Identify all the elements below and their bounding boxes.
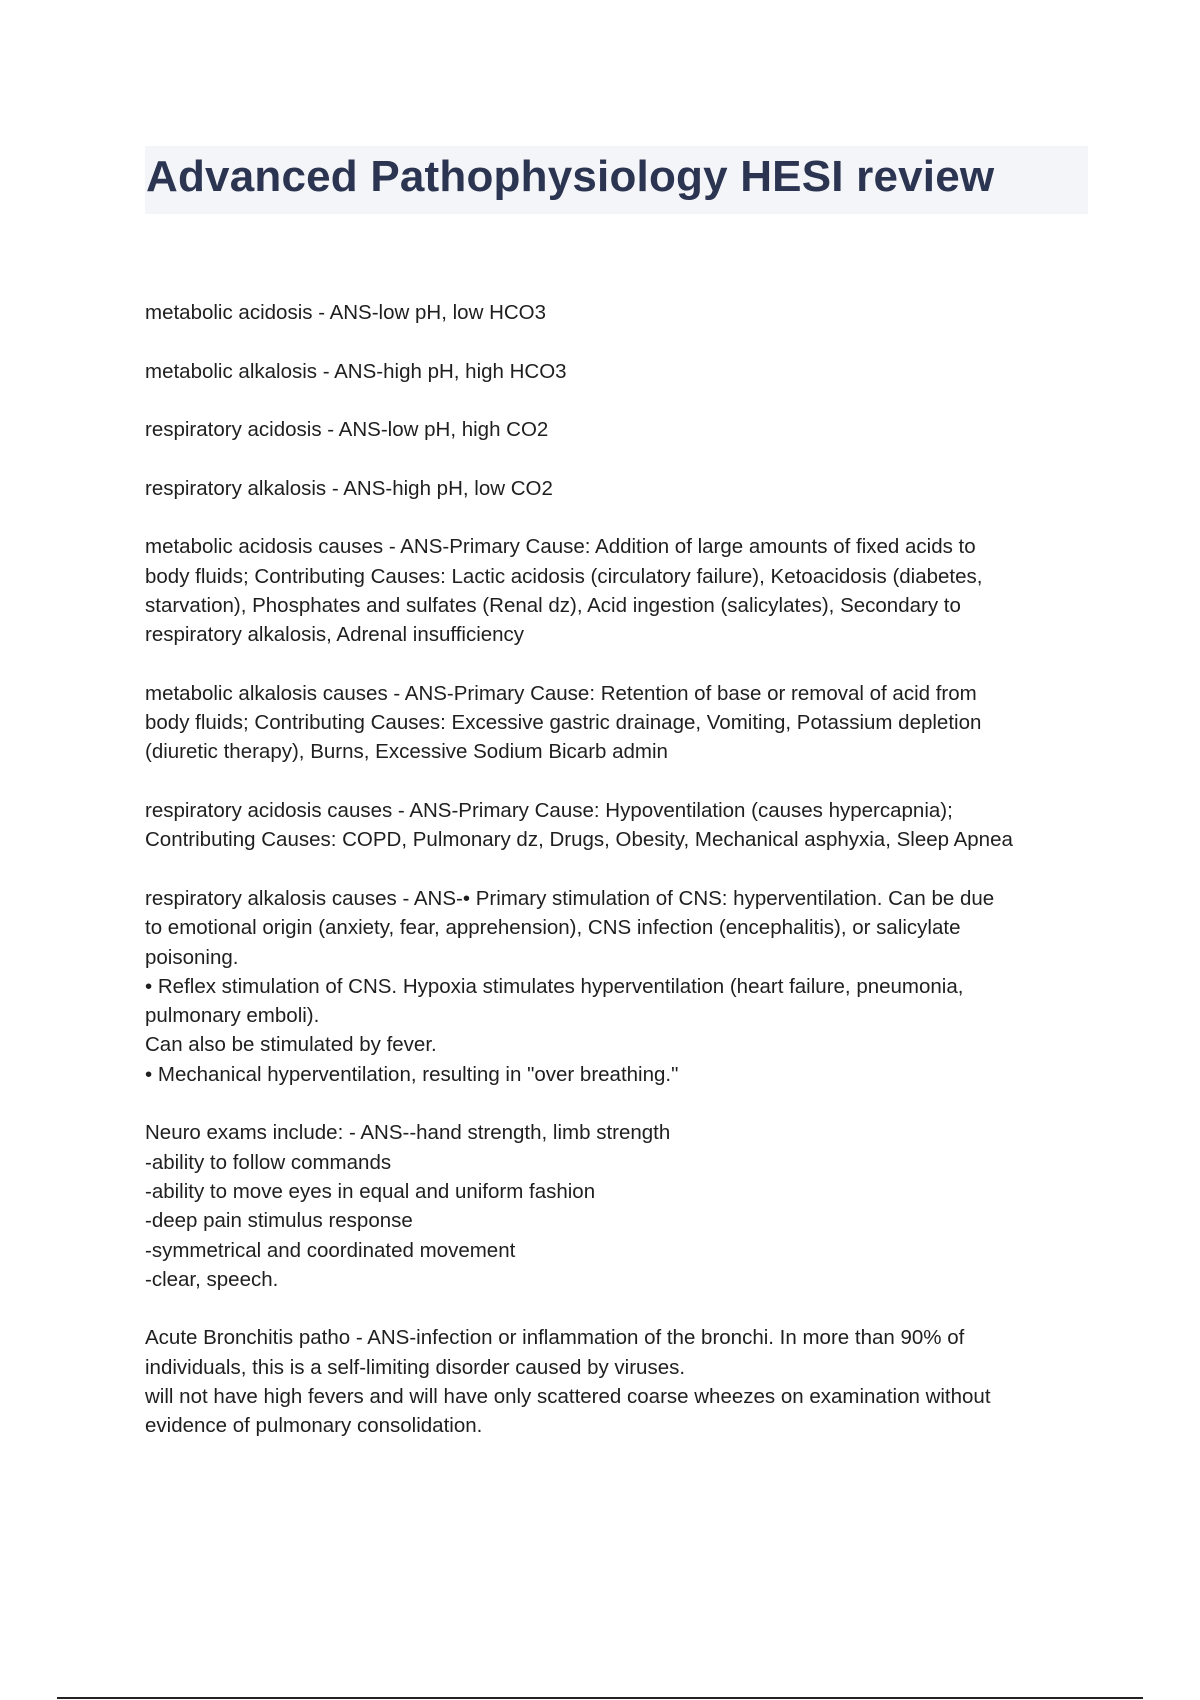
qa-entry <box>145 415 1090 444</box>
qa-entry-line: respiratory alkalosis causes - ANS-• Primary stimulation of CNS: hyperventilation. Can be due <box>145 886 995 910</box>
qa-entry-line: respiratory alkalosis - ANS-high pH, low CO2 <box>145 476 553 500</box>
qa-entry-line: will not have high fevers and will have only scattered coarse wheezes on examination without <box>145 1384 991 1408</box>
qa-entry-line: metabolic acidosis causes - ANS-Primary Cause: Addition of large amounts of fixed acids to <box>145 535 976 559</box>
qa-entry <box>145 884 1090 1089</box>
qa-entry-line: • Reflex stimulation of CNS. Hypoxia stimulates hyperventilation (heart failure, pneumonia, <box>145 974 964 998</box>
qa-entry-list <box>145 298 1090 1470</box>
footer-divider <box>57 1697 1143 1699</box>
qa-entry-line: -deep pain stimulus response <box>145 1209 413 1233</box>
qa-entry <box>145 1118 1090 1294</box>
qa-entry-line: respiratory alkalosis, Adrenal insufficiency <box>145 623 525 647</box>
qa-entry-line: individuals, this is a self-limiting disorder caused by viruses. <box>145 1355 686 1379</box>
qa-entry-line: -symmetrical and coordinated movement <box>145 1238 516 1262</box>
qa-entry <box>145 1323 1090 1440</box>
qa-entry-line: metabolic acidosis - ANS-low pH, low HCO3 <box>145 301 547 324</box>
qa-entry-line: -clear, speech. <box>145 1267 279 1291</box>
qa-entry-line: Neuro exams include: - ANS--hand strength, limb strength <box>145 1121 671 1145</box>
qa-entry-line: body fluids; Contributing Causes: Lactic acidosis (circulatory failure), Ketoacidosis (diabetes, <box>145 564 983 588</box>
qa-entry-line: to emotional origin (anxiety, fear, apprehension), CNS infection (encephalitis), or salicylate <box>145 916 961 940</box>
qa-entry <box>145 357 1090 386</box>
qa-entry-line: • Mechanical hyperventilation, resulting in "over breathing." <box>145 1062 679 1086</box>
qa-entry-line: respiratory acidosis - ANS-low pH, high CO2 <box>145 418 549 442</box>
qa-entry-line: respiratory acidosis causes - ANS-Primary Cause: Hypoventilation (causes hypercapnia); <box>145 799 953 823</box>
title-block <box>145 146 1088 214</box>
qa-entry-line: (diuretic therapy), Burns, Excessive Sodium Bicarb admin <box>145 740 668 764</box>
qa-entry <box>145 474 1090 503</box>
qa-entry-line: poisoning. <box>145 945 239 969</box>
qa-entry-line: Contributing Causes: COPD, Pulmonary dz, Drugs, Obesity, Mechanical asphyxia, Sleep Apnea <box>145 828 1013 852</box>
qa-entry-line: -ability to move eyes in equal and uniform fashion <box>145 1179 596 1203</box>
qa-entry-line: metabolic alkalosis causes - ANS-Primary Cause: Retention of base or removal of acid from <box>145 681 977 705</box>
qa-entry <box>145 532 1090 649</box>
qa-entry <box>145 796 1090 855</box>
qa-entry <box>145 298 1090 327</box>
qa-entry-line: -ability to follow commands <box>145 1150 392 1174</box>
qa-entry-line: metabolic alkalosis - ANS-high pH, high HCO3 <box>145 359 567 383</box>
qa-entry-line: starvation), Phosphates and sulfates (Renal dz), Acid ingestion (salicylates), Secondary to <box>145 593 961 617</box>
page-title: Advanced Pathophysiology HESI review <box>146 152 995 201</box>
qa-entry-line: pulmonary emboli). <box>145 1004 320 1028</box>
qa-entry-line: Acute Bronchitis patho - ANS-infection or inflammation of the bronchi. In more than 90% of <box>145 1326 965 1350</box>
qa-entry-line: Can also be stimulated by fever. <box>145 1033 437 1057</box>
qa-entry-line: evidence of pulmonary consolidation. <box>145 1414 483 1438</box>
qa-entry <box>145 679 1090 767</box>
qa-entry-line: body fluids; Contributing Causes: Excessive gastric drainage, Vomiting, Potassium depletion <box>145 711 982 735</box>
